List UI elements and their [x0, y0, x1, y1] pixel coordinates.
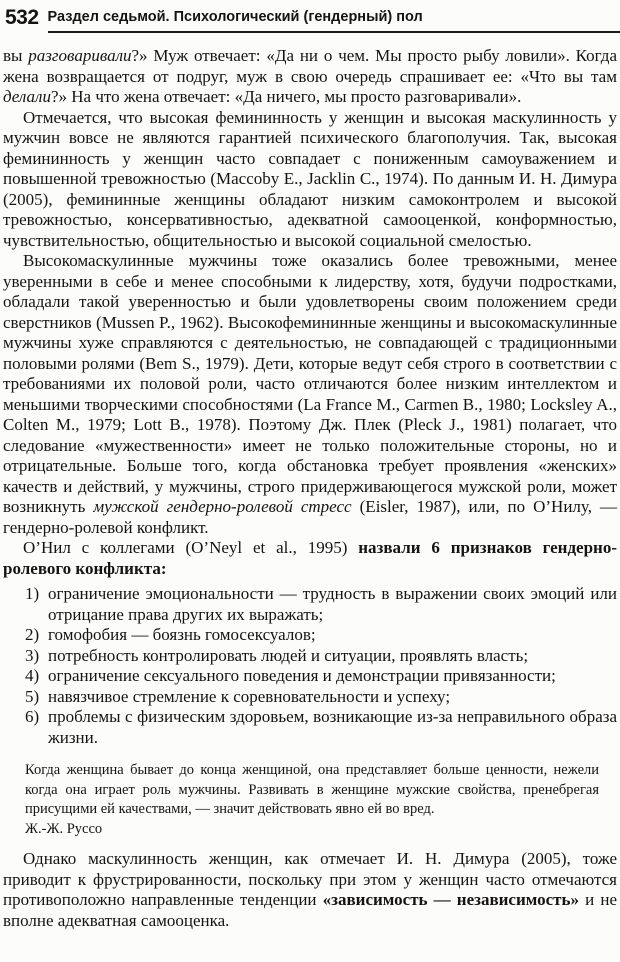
quote-text: Когда женщина бывает до конца женщиной, она представляет больше ценности, нежели когда она играет роль мужчины. Развивать в женщине мужские свойства, пренебрегая присущими ей качествами, — значит действовать явно ей во вред.: [25, 762, 599, 817]
list-item: [3, 687, 617, 708]
text-run: вы: [3, 46, 29, 65]
running-title: Раздел седьмой. Психологический (гендерный) пол: [47, 9, 423, 25]
bold-term: «зависимость — независимость»: [322, 890, 580, 909]
text-run: ?» На что жена отвечает: «Да ничего, мы просто разговаривали».: [50, 87, 522, 106]
text-run: О’Нил с коллегами (O’Neyl et al., 1995): [23, 538, 359, 557]
text-run: ?» Муж отвечает: «Да ни о чем. Мы просто рыбу ловили». Когда жена возвращается от подруг, муж в свою очередь спрашивает ее: «Что вы там: [3, 46, 617, 86]
list-item: [3, 707, 617, 748]
list-item-text: гомофобия — боязнь гомосексуалов;: [48, 625, 316, 644]
paragraph-final: [3, 849, 617, 931]
list-item-text: проблемы с физическим здоровьем, возникающие из-за неправильного образа жизни.: [48, 707, 617, 747]
list-item-number: 2): [25, 625, 40, 644]
list-item-number: 4): [25, 666, 40, 685]
page-number: 532: [5, 6, 39, 29]
list-item: [3, 666, 617, 687]
list-item-number: 5): [25, 686, 40, 706]
quote-block: [25, 761, 599, 839]
paragraph-list-intro: [3, 538, 617, 579]
paragraph-masculinity: [3, 251, 617, 538]
page-header: [0, 7, 620, 33]
page-body: [0, 46, 620, 931]
bold-term: назвали 6 признаков гендерно-ролевого конфликта:: [3, 538, 617, 578]
text-run: Однако маскулинность женщин, как отмечает И. Н. Димура (2005), тоже приводит к фрустрированности, поскольку при этом у женщин часто отмечаются противоположно направленные тенденции: [3, 849, 617, 909]
list-item-number: 3): [25, 645, 40, 665]
numbered-list: [3, 584, 617, 748]
list-item-text: потребность контролировать людей и ситуации, проявлять власть;: [48, 645, 529, 665]
list-item-text: ограничение сексуального поведения и демонстрации привязанности;: [48, 666, 556, 685]
text-run: (Eisler, 1987), или, по О’Нилу, — гендерно-ролевой конфликт.: [3, 497, 617, 537]
list-item-number: 1): [25, 584, 40, 603]
paragraph-continuation: [3, 46, 617, 108]
list-item-text: навязчивое стремление к соревновательности и успеху;: [48, 686, 451, 706]
italic-term: делали: [3, 87, 51, 106]
italic-term: разговаривали: [28, 46, 132, 65]
list-item-text: ограничение эмоциональности — трудность в выражении своих эмоций или отрицание права других их выражать;: [48, 584, 617, 624]
italic-term: мужской гендерно-ролевой стресс: [93, 497, 352, 516]
text-run: Высокомаскулинные мужчины тоже оказались более тревожными, менее уверенными в себе и менее способными к лидерству, хотя, будучи подростками, обладали такой уверенностью и были удовлетворены своим положением среди сверстников (Mussen P., 1962). Высокофемининные женщины и высокомаскулинные мужчины хуже справляются с деятельностью, не совпадающей с традиционными половыми ролями (Bem S., 1979). Дети, которые ведут себя строго в соответствии с требованиями их половой роли, часто отличаются более низким интеллектом и меньшими творческими способностями (La France M., Carmen B., 1980; Locksley A., Colten M., 1979; Lott B., 1978). Поэтому Дж. Плек (Pleck J., 1981) полагает, что следование «мужественности» имеет не только положительные стороны, но и отрицательные. Больше того, когда обстановка требует проявления «женских» качеств и действий, у мужчины, строго придерживающегося мужской роли, может возникнуть: [3, 251, 617, 516]
list-item: [3, 584, 617, 625]
list-item: [3, 625, 617, 646]
header-rule: [48, 8, 620, 33]
text-run: и не вполне адекватная самооценка.: [3, 890, 617, 930]
paragraph-femininity: Отмечается, что высокая фемининность у женщин и высокая маскулинность у мужчин вовсе не являются гарантией психического благополучия. Так, высокая фемининность у женщин часто совпадает с пониженным самоуважением и повышенной тревожностью (Maccoby E., Jacklin C., 1974). По данным И. Н. Димура (2005), фемининные женщины обладают низким самоконтролем и высокой тревожностью, консервативностью, адекватной самооценкой, конформностью, чувствительностью, общительностью и высокой социальной смелостью.: [3, 107, 617, 250]
list-item-number: 6): [25, 707, 40, 726]
quote-attribution: Ж.-Ж. Руссо: [25, 820, 103, 837]
list-item: [3, 646, 617, 667]
